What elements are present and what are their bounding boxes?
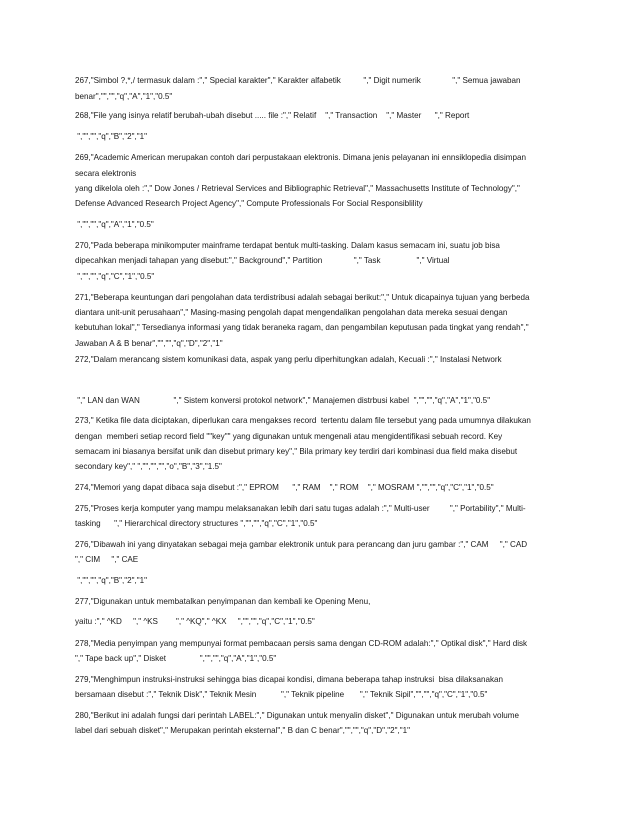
q275-line-2: tasking "," Hierarchical directory structures ","","","q","C","1","0.5" xyxy=(75,519,318,528)
q273-line-3: semacam ini biasanya bersifat unik dan disebut primary key"," Bila primary key terdiri dari kombinasi dua field maka disebut xyxy=(75,447,518,456)
q280-line-2: label dari sebuah disket"," Merupakan perintah eksternal"," B dan C benar","","","q","D","2","1" xyxy=(75,726,410,735)
q276-line-2: "," CIM "," CAE xyxy=(75,555,139,564)
q272-line-2: "," LAN dan WAN "," Sistem konversi protokol network"," Manajemen distrbusi kabel ","","","q","A","1","0.5" xyxy=(75,396,491,405)
q271-line-2: diantara unit-unit perusahaan"," Masing-masing pengolah dapat mengendalikan pengolahan data mereka sesuai dengan xyxy=(75,308,508,317)
q269-line-2: secara elektronis xyxy=(75,169,137,178)
q278-line-2: "," Tape back up"," Disket ","","","q","A","1","0.5" xyxy=(75,654,277,663)
q268-line-1: 268,"File yang isinya relatif berubah-ubah disebut ..... file :"," Relatif "," Transaction "," Master "," Report xyxy=(75,111,470,120)
q278-line-1: 278,"Media penyimpan yang mempunyai format pembacaan persis sama dengan CD-ROM adalah:"," Optikal disk"," Hard disk xyxy=(75,639,528,648)
q269-line-5: ","","","q","A","1","0.5" xyxy=(75,220,154,229)
q269-line-4: Defense Advanced Research Project Agency"," Compute Professionals For Social Responsiblility xyxy=(75,199,423,208)
q270-line-1: 270,"Pada beberapa minikomputer mainframe terdapat bentuk multi-tasking. Dalam kasus semacam ini, suatu job bisa xyxy=(75,241,500,250)
q270-line-3: ","","","q","C","1","0.5" xyxy=(75,272,155,281)
q277-line-2: yaitu :"," ^KD "," ^KS "," ^KQ"," ^KX ","","","q","C","1","0.5" xyxy=(75,617,315,626)
q269-line-3: yang dikelola oleh :"," Dow Jones / Retrieval Services and Bibliographic Retrieval"," Massachusetts Institute of Technology"," xyxy=(75,184,520,193)
q273-line-1: 273," Ketika file data diciptakan, diperlukan cara mengakses record tertentu dalam file tersebut yang pada umumnya dilakukan xyxy=(75,416,531,425)
q274-line-1: 274,"Memori yang dapat dibaca saja disebut :"," EPROM "," RAM "," ROM "," MOSRAM ","","","q","C","1","0.5" xyxy=(75,483,494,492)
q279-line-1: 279,"Menghimpun instruksi-instruksi sehingga bias dicapai kondisi, dimana beberapa tahap instruksi bisa dilaksanakan xyxy=(75,675,504,684)
q272-line-1: 272,"Dalam merancang sistem komunikasi data, aspak yang perlu diperhitungkan adalah, Kecuali :"," Instalasi Network xyxy=(75,355,502,364)
q277-line-1: 277,"Digunakan untuk membatalkan penyimpanan dan kembali ke Opening Menu, xyxy=(75,597,371,606)
q276-line-1: 276,"Dibawah ini yang dinyatakan sebagai meja gambar elektronik untuk para perancang dan juru gambar :"," CAM "," CAD xyxy=(75,540,528,549)
q271-line-4: Jawaban A & B benar","","","q","D","2","1" xyxy=(75,339,223,348)
q267-line-1: 267,"Simbol ?,*,/ termasuk dalam :"," Special karakter"," Karakter alfabetik "," Digit numerik "," Semua jawaban xyxy=(75,76,521,85)
q273-line-2: dengan memberi setiap record field ""key"" yang digunakan untuk mengenali atau mengidentifikasi sebuah record. Key xyxy=(75,432,503,441)
q279-line-2: bersamaan disebut :"," Teknik Disk"," Teknik Mesin "," Teknik pipeline "," Teknik Sipil","","","q","C","1","0.5" xyxy=(75,690,488,699)
q276-line-3: ","","","q","B","2","1" xyxy=(75,576,147,585)
q280-line-1: 280,"Berikut ini adalah fungsi dari perintah LABEL:"," Digunakan untuk menyalin disket"," Digunakan untuk merubah volume xyxy=(75,711,520,720)
q271-line-1: 271,"Beberapa keuntungan dari pengolahan data terdistribusi adalah sebagai berikut:"," Untuk dicapainya tujuan yang berbeda xyxy=(75,293,530,302)
q270-line-2: dipecahkan menjadi tahapan yang disebut:"," Background"," Partition "," Task "," Virtual xyxy=(75,256,450,265)
q269-line-1: 269,"Academic American merupakan contoh dari perpustakaan elektronis. Dimana jenis pelayanan ini ennsiklopedia disimpan xyxy=(75,153,526,162)
q275-line-1: 275,"Proses kerja komputer yang mampu melaksanakan lebih dari satu tugas adalah :"," Multi-user "," Portability"," Multi- xyxy=(75,504,526,513)
q271-line-3: kebutuhan lokal"," Tersedianya informasi yang tidak beraneka ragam, dan pengambilan keputusan pada tingkat yang rendah"," xyxy=(75,323,529,332)
q273-line-4: secondary key"," ","","","","o","B","3","1.5" xyxy=(75,462,222,471)
q267-line-2: benar","","","q","A","1","0.5" xyxy=(75,92,173,101)
q268-line-2: ","","","q","B","2","1" xyxy=(75,132,147,141)
